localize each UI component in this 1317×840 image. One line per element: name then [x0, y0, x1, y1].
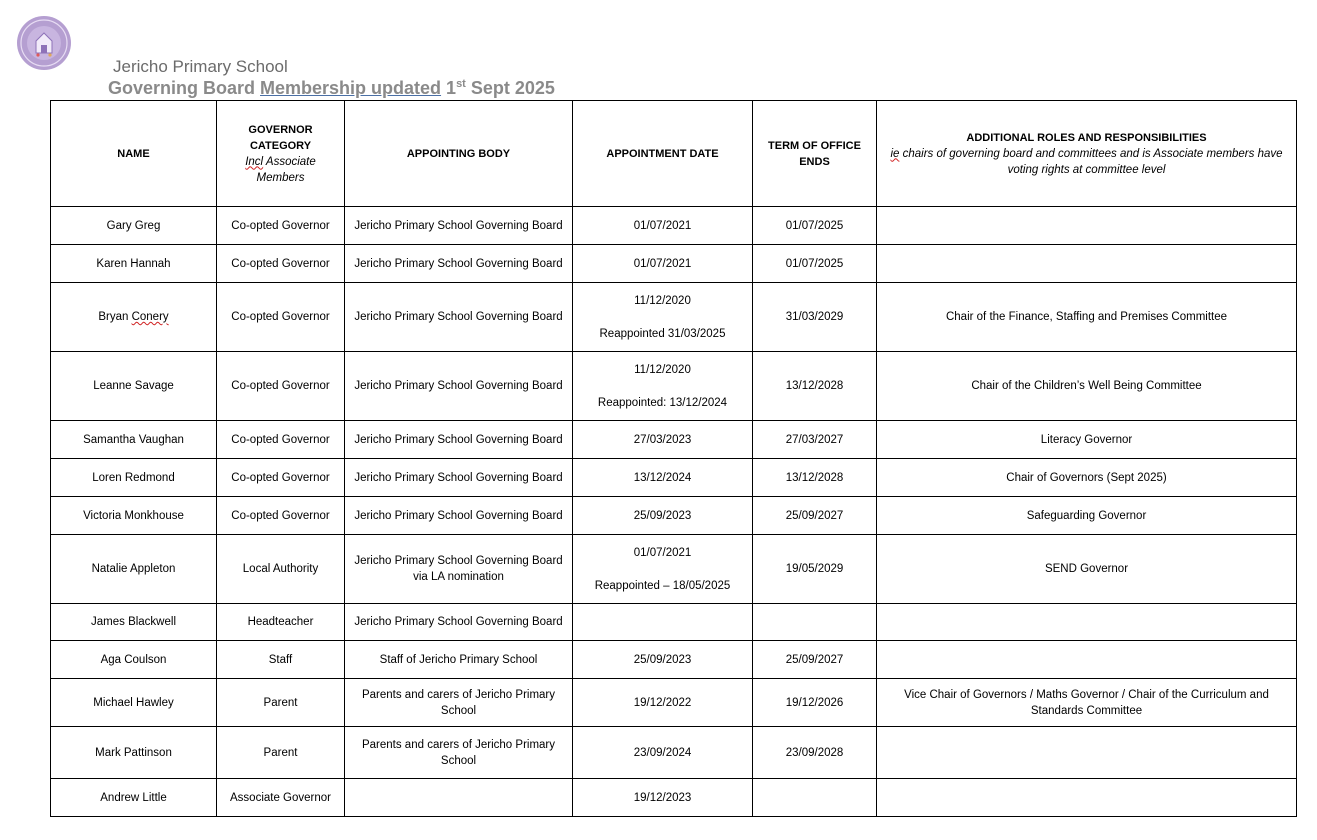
member-appointment-date: 01/07/2021 [573, 245, 753, 283]
member-roles: Chair of the Children’s Well Being Committee [877, 352, 1297, 421]
roles-header-ie: ie [890, 147, 900, 160]
member-term-ends: 25/09/2027 [753, 641, 877, 679]
col-appointment-date-header: APPOINTMENT DATE [573, 101, 753, 207]
member-term-ends [753, 604, 877, 641]
member-roles: Safeguarding Governor [877, 497, 1297, 535]
member-name: Samantha Vaughan [51, 421, 217, 459]
roles-header-title: ADDITIONAL ROLES AND RESPONSIBILITIES [966, 131, 1207, 144]
reappointed-value: Reappointed – 18/05/2025 [594, 579, 731, 592]
col-name-header: NAME [51, 101, 217, 207]
member-roles: Vice Chair of Governors / Maths Governor / Chair of the Curriculum and Standards Committee [877, 679, 1297, 727]
member-roles [877, 207, 1297, 245]
table-row [51, 459, 1297, 497]
member-term-ends: 13/12/2028 [753, 352, 877, 421]
member-roles [877, 641, 1297, 679]
member-appointment-date: 13/12/2024 [573, 459, 753, 497]
col-term-ends-header: TERM OF OFFICE ENDS [753, 101, 877, 207]
member-appointing-body: Jericho Primary School Governing Board via LA nomination [345, 535, 573, 604]
membership-table [50, 100, 1297, 817]
roles-header-rest: chairs of governing board and committees and is Associate members have voting rights at committee level [899, 147, 1283, 176]
member-name: Mark Pattinson [51, 727, 217, 779]
roles-header-sub [883, 146, 1290, 178]
member-name: Gary Greg [51, 207, 217, 245]
member-name: Karen Hannah [51, 245, 217, 283]
member-term-ends: 31/03/2029 [753, 283, 877, 352]
member-appointing-body: Jericho Primary School Governing Board [345, 421, 573, 459]
table-row [51, 283, 1297, 352]
school-crest-icon [16, 15, 72, 71]
member-name [51, 283, 217, 352]
title-part3: 1 [441, 78, 457, 98]
member-category: Parent [217, 727, 345, 779]
table-row [51, 679, 1297, 727]
member-appointing-body: Jericho Primary School Governing Board [345, 245, 573, 283]
col-category-header [217, 101, 345, 207]
table-row [51, 641, 1297, 679]
member-category: Co-opted Governor [217, 283, 345, 352]
member-category: Local Authority [217, 535, 345, 604]
member-appointment-date: 23/09/2024 [573, 727, 753, 779]
member-appointment-date [573, 283, 753, 352]
member-term-ends: 01/07/2025 [753, 245, 877, 283]
member-appointment-date: 25/09/2023 [573, 641, 753, 679]
member-appointment-date: 25/09/2023 [573, 497, 753, 535]
member-category: Co-opted Governor [217, 352, 345, 421]
table-row [51, 535, 1297, 604]
category-header-title: GOVERNOR CATEGORY [248, 123, 313, 152]
member-roles: SEND Governor [877, 535, 1297, 604]
member-name-last: Conery [131, 311, 169, 323]
member-name: Leanne Savage [51, 352, 217, 421]
category-header-rest: Associate Members [256, 155, 316, 184]
table-row [51, 352, 1297, 421]
member-appointment-date [573, 352, 753, 421]
member-appointment-date: 19/12/2022 [573, 679, 753, 727]
member-name: Aga Coulson [51, 641, 217, 679]
table-row [51, 245, 1297, 283]
member-term-ends [753, 779, 877, 817]
member-term-ends: 25/09/2027 [753, 497, 877, 535]
member-category: Co-opted Governor [217, 459, 345, 497]
member-roles [877, 604, 1297, 641]
member-category: Staff [217, 641, 345, 679]
table-row [51, 497, 1297, 535]
member-term-ends: 13/12/2028 [753, 459, 877, 497]
member-name: Michael Hawley [51, 679, 217, 727]
appointment-date-value: 11/12/2020 [634, 363, 691, 376]
member-appointing-body [345, 779, 573, 817]
member-name: James Blackwell [51, 604, 217, 641]
member-appointing-body: Staff of Jericho Primary School [345, 641, 573, 679]
table-row [51, 727, 1297, 779]
member-category: Headteacher [217, 604, 345, 641]
member-appointment-date [573, 535, 753, 604]
category-header-sub [223, 154, 338, 186]
member-name: Victoria Monkhouse [51, 497, 217, 535]
member-name: Andrew Little [51, 779, 217, 817]
member-appointment-date: 19/12/2023 [573, 779, 753, 817]
member-name: Loren Redmond [51, 459, 217, 497]
member-term-ends: 27/03/2027 [753, 421, 877, 459]
member-appointing-body: Parents and carers of Jericho Primary School [345, 727, 573, 779]
category-header-incl: Incl [245, 155, 264, 168]
table-row [51, 207, 1297, 245]
member-roles: Literacy Governor [877, 421, 1297, 459]
member-appointing-body: Jericho Primary School Governing Board [345, 497, 573, 535]
member-appointing-body: Jericho Primary School Governing Board [345, 459, 573, 497]
title-part1: Governing Board [108, 78, 261, 98]
member-category: Co-opted Governor [217, 421, 345, 459]
member-category: Co-opted Governor [217, 245, 345, 283]
member-appointment-date: 01/07/2021 [573, 207, 753, 245]
member-appointment-date: 27/03/2023 [573, 421, 753, 459]
member-appointing-body: Jericho Primary School Governing Board [345, 604, 573, 641]
member-term-ends: 23/09/2028 [753, 727, 877, 779]
table-header-row [51, 101, 1297, 207]
reappointed-value: Reappointed: 13/12/2024 [597, 396, 728, 409]
member-term-ends: 19/05/2029 [753, 535, 877, 604]
table-row [51, 421, 1297, 459]
col-roles-header [877, 101, 1297, 207]
appointment-date-value: 11/12/2020 [634, 294, 691, 307]
document-title [108, 78, 555, 99]
member-category: Co-opted Governor [217, 497, 345, 535]
member-roles [877, 779, 1297, 817]
title-part4: Sept 2025 [465, 78, 555, 98]
title-part2: Membership updated [260, 78, 442, 98]
title-sup: st [456, 78, 466, 90]
member-roles [877, 727, 1297, 779]
school-name: Jericho Primary School [113, 57, 288, 76]
member-roles: Chair of the Finance, Staffing and Premises Committee [877, 283, 1297, 352]
appointment-date-value: 01/07/2021 [633, 546, 692, 559]
member-category: Parent [217, 679, 345, 727]
member-term-ends: 19/12/2026 [753, 679, 877, 727]
member-appointing-body: Jericho Primary School Governing Board [345, 207, 573, 245]
col-appointing-body-header: APPOINTING BODY [345, 101, 573, 207]
member-term-ends: 01/07/2025 [753, 207, 877, 245]
member-category: Co-opted Governor [217, 207, 345, 245]
member-appointing-body: Jericho Primary School Governing Board [345, 352, 573, 421]
member-name-first: Bryan [98, 311, 132, 323]
member-appointing-body: Parents and carers of Jericho Primary School [345, 679, 573, 727]
member-roles [877, 245, 1297, 283]
table-row [51, 604, 1297, 641]
member-roles: Chair of Governors (Sept 2025) [877, 459, 1297, 497]
member-appointing-body: Jericho Primary School Governing Board [345, 283, 573, 352]
member-name: Natalie Appleton [51, 535, 217, 604]
table-row [51, 779, 1297, 817]
member-category: Associate Governor [217, 779, 345, 817]
member-appointment-date [573, 604, 753, 641]
reappointed-value: Reappointed 31/03/2025 [599, 327, 726, 340]
